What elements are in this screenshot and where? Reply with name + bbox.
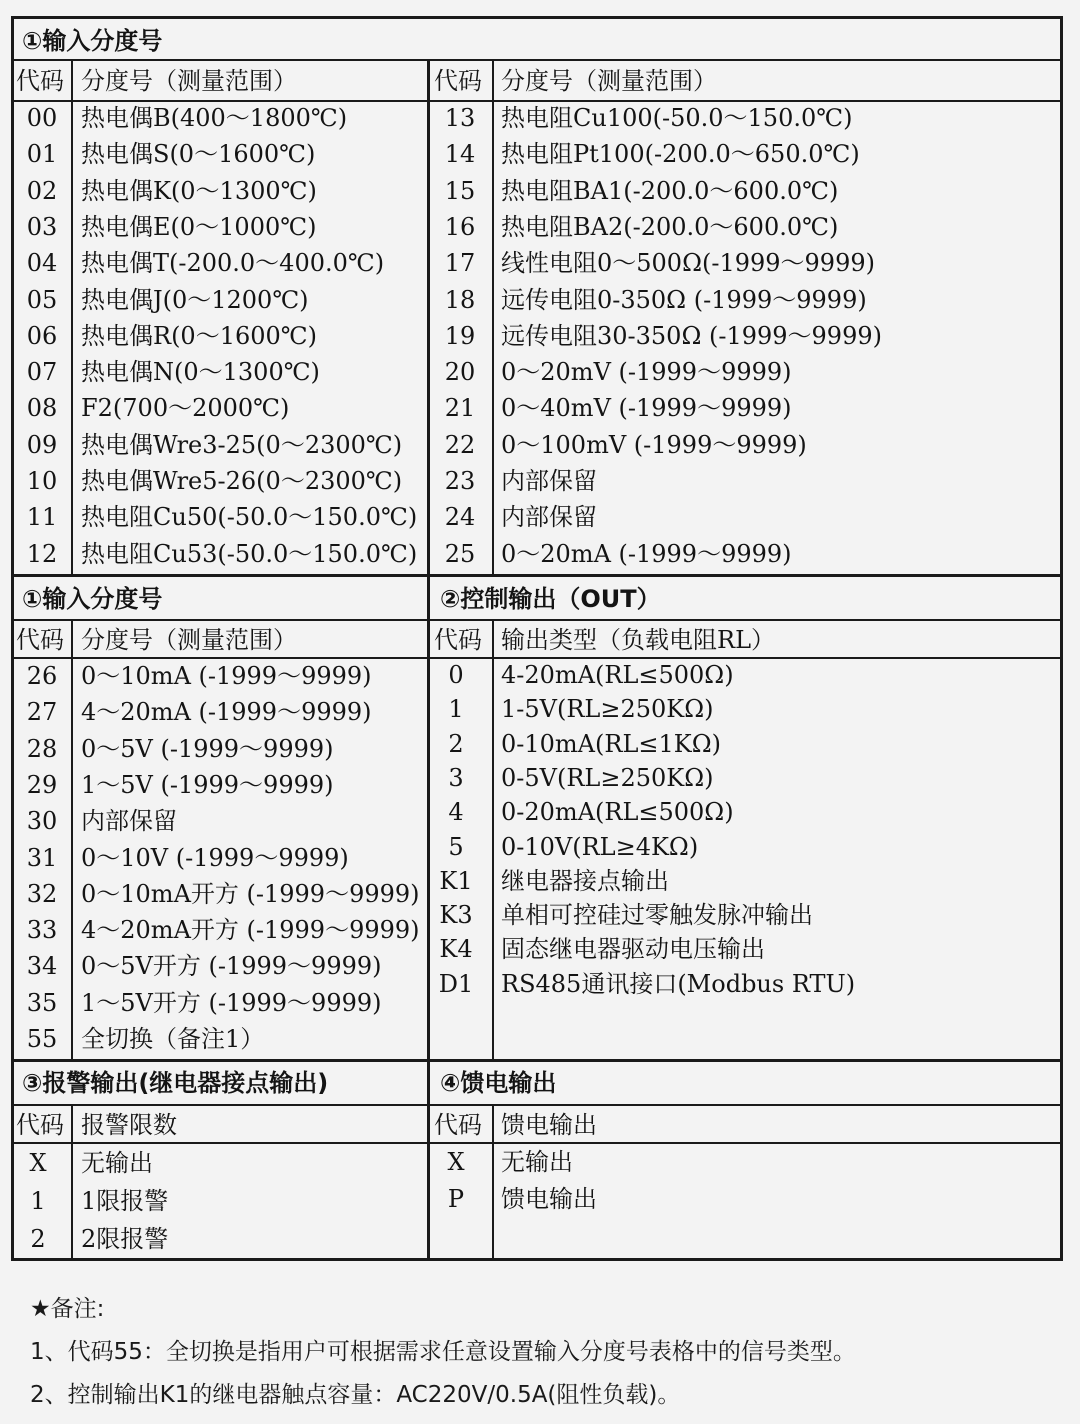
- row-description: 热电偶B(400～1800℃): [81, 104, 348, 132]
- row-code: 05: [26, 285, 58, 314]
- row-description: 远传电阻0-350Ω (-1999～9999): [501, 285, 867, 314]
- row-code: 18: [444, 285, 476, 314]
- row-code: 03: [26, 212, 58, 241]
- divider: [12, 1142, 1062, 1144]
- note-item: 2、控制输出K1的继电器触点容量：AC220V/0.5A(阻性负载)。: [30, 1382, 681, 1408]
- divider: [492, 1105, 494, 1260]
- row-description: 远传电阻30-350Ω (-1999～9999): [501, 321, 882, 350]
- row-code: X: [29, 1149, 47, 1177]
- row-description: 1限报警: [81, 1187, 169, 1215]
- row-description: 热电偶E(0～1000℃): [81, 212, 317, 241]
- row-code: 27: [26, 698, 58, 727]
- row-description: 0-10V(RL≥4KΩ): [501, 832, 699, 861]
- row-description: 热电阻BA2(-200.0～600.0℃): [501, 212, 839, 241]
- row-description: 热电阻Cu53(-50.0～150.0℃): [81, 539, 418, 568]
- row-description: 4～20mA (-1999～9999): [81, 698, 372, 727]
- row-code: 04: [26, 249, 58, 278]
- column-header-scale: 分度号（测量范围）: [501, 67, 717, 95]
- row-code: K3: [439, 901, 473, 930]
- row-description: 0-20mA(RL≤500Ω): [501, 798, 734, 827]
- row-description: 0-10mA(RL≤1KΩ): [501, 729, 721, 758]
- note-item: 1、代码55：全切换是指用户可根据需求任意设置输入分度号表格中的信号类型。: [30, 1339, 856, 1365]
- row-description: 无输出: [501, 1148, 573, 1176]
- row-code: 15: [444, 176, 476, 205]
- row-code: 21: [444, 394, 476, 423]
- row-code: 13: [444, 104, 476, 132]
- row-code: 5: [448, 832, 464, 861]
- row-code: 2: [448, 729, 464, 758]
- column-header-code: 代码: [434, 1111, 482, 1139]
- row-code: 1: [30, 1187, 46, 1215]
- row-description: 热电偶T(-200.0～400.0℃): [81, 249, 385, 278]
- row-description: 单相可控硅过零触发脉冲输出: [501, 901, 813, 930]
- row-description: 0-5V(RL≥250KΩ): [501, 763, 714, 792]
- divider: [492, 60, 494, 575]
- row-code: 31: [26, 843, 58, 872]
- row-description: 热电偶K(0～1300℃): [81, 176, 317, 205]
- row-code: 09: [26, 430, 58, 459]
- notes-title: ★备注:: [30, 1296, 105, 1322]
- column-header-code: 代码: [16, 1111, 64, 1139]
- row-description: 1～5V (-1999～9999): [81, 770, 334, 799]
- row-code: 14: [444, 140, 476, 169]
- row-description: 0～40mV (-1999～9999): [501, 394, 792, 423]
- row-description: 热电偶Wre3-25(0～2300℃): [81, 430, 403, 459]
- row-code: 4: [448, 798, 464, 827]
- column-header-code: 代码: [16, 67, 64, 95]
- divider: [12, 1104, 1062, 1106]
- column-header-code: 代码: [434, 626, 482, 654]
- row-description: 热电阻BA1(-200.0～600.0℃): [501, 176, 839, 205]
- row-code: 2: [30, 1225, 46, 1253]
- section-title-control-output: ②控制输出（OUT）: [440, 585, 661, 613]
- column-header-code: 代码: [434, 67, 482, 95]
- row-code: 29: [26, 770, 58, 799]
- row-description: 热电阻Pt100(-200.0～650.0℃): [501, 140, 860, 169]
- row-description: 热电偶R(0～1600℃): [81, 321, 317, 350]
- column-header-feed-output: 馈电输出: [501, 1111, 597, 1139]
- row-code: 08: [26, 394, 58, 423]
- row-description: 0～10mA开方 (-1999～9999): [81, 879, 420, 908]
- row-description: 4-20mA(RL≤500Ω): [501, 661, 734, 689]
- column-header-scale: 分度号（测量范围）: [81, 67, 297, 95]
- row-description: 0～10mA (-1999～9999): [81, 662, 372, 690]
- row-code: 02: [26, 176, 58, 205]
- row-description: 热电阻Cu50(-50.0～150.0℃): [81, 503, 418, 532]
- row-code: 16: [444, 212, 476, 241]
- row-description: 热电偶Wre5-26(0～2300℃): [81, 467, 403, 495]
- row-description: 0～20mV (-1999～9999): [501, 358, 792, 387]
- row-description: 固态继电器驱动电压输出: [501, 935, 765, 964]
- row-code: 01: [26, 140, 58, 169]
- row-description: RS485通讯接口(Modbus RTU): [501, 969, 856, 998]
- section-title-input-scale: ①输入分度号: [22, 27, 163, 55]
- row-code: 19: [444, 321, 476, 350]
- row-code: 23: [444, 467, 476, 495]
- row-code: 33: [26, 916, 58, 945]
- row-code: X: [447, 1148, 465, 1176]
- row-description: 0～5V (-1999～9999): [81, 734, 334, 763]
- row-code: 00: [26, 104, 58, 132]
- row-code: P: [447, 1184, 465, 1213]
- divider: [12, 59, 1062, 61]
- row-code: 3: [448, 763, 464, 792]
- row-code: 55: [26, 1025, 58, 1053]
- row-code: 24: [444, 503, 476, 532]
- column-header-code: 代码: [16, 626, 64, 654]
- row-code: 0: [448, 661, 464, 689]
- divider: [71, 1105, 73, 1260]
- row-code: 17: [444, 249, 476, 278]
- row-description: 0～20mA (-1999～9999): [501, 539, 792, 568]
- row-description: 热电偶J(0～1200℃): [81, 285, 309, 314]
- row-description: 0～10V (-1999～9999): [81, 843, 349, 872]
- row-code: 12: [26, 539, 58, 568]
- row-code: 28: [26, 734, 58, 763]
- divider: [71, 60, 73, 575]
- row-description: 内部保留: [501, 467, 597, 495]
- divider: [492, 620, 494, 1060]
- row-description: 热电阻Cu100(-50.0～150.0℃): [501, 104, 853, 132]
- row-description: 线性电阻0～500Ω(-1999～9999): [501, 249, 875, 278]
- row-code: 26: [26, 662, 58, 690]
- row-code: 35: [26, 988, 58, 1017]
- column-header-alarm-limits: 报警限数: [81, 1111, 177, 1139]
- divider: [12, 1059, 1062, 1062]
- row-code: 22: [444, 430, 476, 459]
- row-description: 2限报警: [81, 1225, 169, 1253]
- row-description: 全切换（备注1）: [81, 1025, 265, 1053]
- row-code: K4: [439, 935, 473, 964]
- row-code: 07: [26, 358, 58, 387]
- row-description: 无输出: [81, 1149, 153, 1177]
- row-code: 1: [448, 695, 464, 724]
- row-code: 10: [26, 467, 58, 495]
- row-description: 4～20mA开方 (-1999～9999): [81, 916, 420, 945]
- row-description: 1～5V开方 (-1999～9999): [81, 988, 382, 1017]
- row-description: 1-5V(RL≥250KΩ): [501, 695, 714, 724]
- section-title-alarm-output: ③报警输出(继电器接点输出): [22, 1069, 329, 1097]
- row-description: 内部保留: [81, 807, 177, 836]
- divider: [12, 657, 1062, 659]
- row-code: 20: [444, 358, 476, 387]
- divider: [12, 100, 1062, 102]
- row-description: 热电偶S(0～1600℃): [81, 140, 316, 169]
- row-description: 馈电输出: [501, 1184, 597, 1213]
- row-description: 0～5V开方 (-1999～9999): [81, 952, 382, 981]
- row-code: 25: [444, 539, 476, 568]
- row-description: F2(700～2000℃): [81, 394, 290, 423]
- column-header-scale: 分度号（测量范围）: [81, 626, 297, 654]
- row-code: 34: [26, 952, 58, 981]
- row-code: 30: [26, 807, 58, 836]
- row-code: 11: [26, 503, 58, 532]
- row-description: 内部保留: [501, 503, 597, 532]
- row-description: 继电器接点输出: [501, 866, 669, 895]
- divider: [71, 620, 73, 1060]
- row-code: 32: [26, 879, 58, 908]
- divider: [12, 619, 1062, 621]
- section-title-feed-output: ④馈电输出: [440, 1069, 557, 1097]
- section-title-input-scale-continued: ①输入分度号: [22, 585, 163, 613]
- row-description: 热电偶N(0～1300℃): [81, 358, 320, 387]
- row-code: D1: [438, 969, 474, 998]
- column-header-output-type: 输出类型（负载电阻RL）: [501, 626, 776, 654]
- row-description: 0～100mV (-1999～9999): [501, 430, 807, 459]
- divider: [12, 574, 1062, 577]
- row-code: K1: [439, 866, 473, 895]
- row-code: 06: [26, 321, 58, 350]
